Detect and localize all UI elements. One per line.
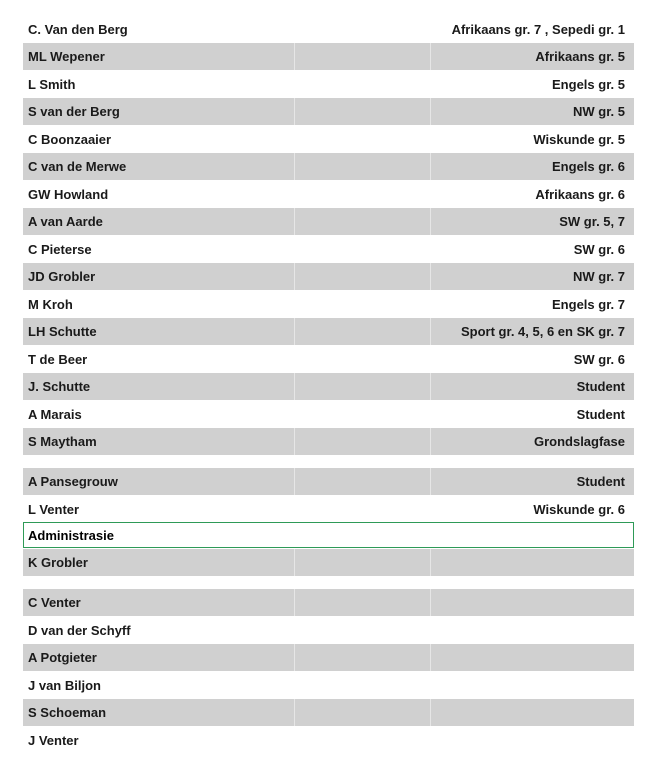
- admin-name: J Venter: [28, 732, 79, 748]
- staff-row: [23, 98, 634, 125]
- admin-heading-row: [23, 522, 634, 548]
- staff-name: S van der Berg: [28, 104, 120, 119]
- staff-subject: NW gr. 5: [572, 104, 625, 119]
- staff-row: [23, 70, 634, 98]
- admin-name: J van Biljon: [28, 677, 101, 693]
- staff-row: [23, 373, 634, 400]
- admin-heading: Administrasie: [28, 527, 114, 543]
- staff-subject: Afrikaans gr. 5: [535, 49, 625, 64]
- admin-row: [23, 726, 634, 754]
- staff-name: LH Schutte: [28, 324, 97, 339]
- staff-subject: Student: [576, 474, 625, 489]
- staff-name: A Marais: [28, 406, 82, 422]
- admin-name: S Schoeman: [28, 705, 107, 720]
- staff-row: [23, 345, 634, 373]
- staff-row: [23, 180, 634, 208]
- staff-subject: Afrikaans gr. 7 , Sepedi gr. 1: [451, 22, 625, 37]
- admin-name: A Potgieter: [28, 650, 97, 665]
- staff-name: A van Aarde: [28, 214, 103, 229]
- admin-name: D van der Schyff: [28, 622, 131, 638]
- staff-subject: Student: [576, 406, 625, 422]
- staff-subject: Engels gr. 6: [552, 159, 625, 174]
- admin-name: K Grobler: [28, 555, 88, 570]
- staff-row: [23, 153, 634, 180]
- staff-row: [23, 235, 634, 263]
- staff-row: [23, 290, 634, 318]
- staff-name: L Smith: [28, 76, 76, 92]
- admin-row: [23, 644, 634, 671]
- staff-subject: Engels gr. 7: [552, 296, 625, 312]
- admin-name: C Venter: [28, 595, 81, 610]
- staff-subject: Sport gr. 4, 5, 6 en SK gr. 7: [461, 324, 625, 339]
- staff-subject: SW gr. 5, 7: [559, 214, 625, 229]
- staff-subject: Afrikaans gr. 6: [535, 186, 625, 202]
- staff-name: A Pansegrouw: [28, 474, 118, 489]
- staff-row: [23, 125, 634, 153]
- staff-subject: NW gr. 7: [572, 269, 625, 284]
- staff-name: ML Wepener: [28, 49, 105, 64]
- staff-name: C Pieterse: [28, 241, 92, 257]
- staff-subject: Wiskunde gr. 6: [533, 501, 625, 517]
- staff-name: GW Howland: [28, 186, 109, 202]
- staff-subject: Wiskunde gr. 5: [533, 131, 625, 147]
- staff-row: [23, 16, 634, 43]
- admin-row: [23, 699, 634, 726]
- staff-subject: SW gr. 6: [573, 241, 625, 257]
- staff-name: S Maytham: [28, 434, 97, 449]
- staff-row: [23, 400, 634, 428]
- admin-row: [23, 589, 634, 616]
- staff-row: [23, 468, 634, 495]
- staff-name: JD Grobler: [28, 269, 96, 284]
- admin-row: [23, 616, 634, 644]
- staff-row: [23, 428, 634, 455]
- staff-subject: SW gr. 6: [573, 351, 625, 367]
- staff-row: [23, 43, 634, 70]
- admin-row: [23, 549, 634, 576]
- staff-name: C. Van den Berg: [28, 22, 128, 37]
- staff-row: [23, 208, 634, 235]
- admin-row: [23, 671, 634, 699]
- staff-name: T de Beer: [28, 351, 88, 367]
- staff-name: C Boonzaaier: [28, 131, 112, 147]
- staff-name: M Kroh: [28, 296, 73, 312]
- staff-subject: Engels gr. 5: [552, 76, 625, 92]
- staff-row: [23, 495, 634, 523]
- staff-name: L Venter: [28, 501, 80, 517]
- staff-name: J. Schutte: [28, 379, 91, 394]
- staff-row: [23, 318, 634, 345]
- staff-subject: Student: [576, 379, 625, 394]
- staff-subject: Grondslagfase: [533, 434, 625, 449]
- staff-name: C van de Merwe: [28, 159, 127, 174]
- staff-row: [23, 263, 634, 290]
